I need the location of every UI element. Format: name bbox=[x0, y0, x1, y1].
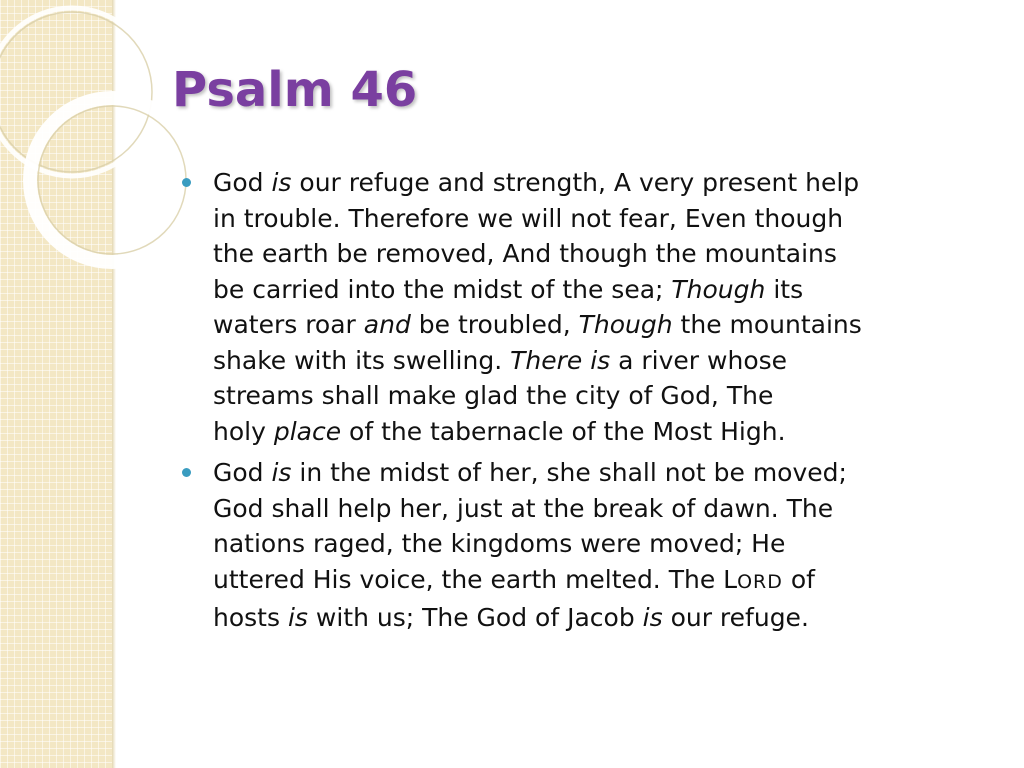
bullet-item bbox=[182, 455, 1002, 636]
italic-text: is bbox=[287, 603, 308, 632]
text-segment: of the tabernacle of the Most High. bbox=[341, 416, 786, 446]
text-segment: ORD bbox=[737, 570, 783, 593]
text-segment: in the midst of her, she shall not be moved; bbox=[291, 458, 847, 487]
text-line bbox=[213, 307, 1002, 343]
text-segment: our refuge and strength, A very present help bbox=[291, 168, 860, 197]
text-segment: streams shall make glad the city of God, The bbox=[213, 381, 774, 410]
text-line bbox=[213, 165, 1002, 201]
text-segment: be carried into the midst of the sea; bbox=[213, 274, 672, 304]
text-segment: the earth be removed, And though the mountains bbox=[213, 239, 837, 268]
text-segment: nations raged, the kingdoms were moved; He bbox=[213, 529, 786, 558]
text-line bbox=[213, 201, 1002, 237]
text-segment: in trouble. Therefore we will not fear, Even though bbox=[213, 203, 844, 233]
decorative-rings bbox=[0, 0, 140, 280]
text-line bbox=[213, 414, 1002, 450]
text-line bbox=[213, 236, 1002, 272]
text-segment: its bbox=[765, 274, 804, 304]
italic-text: place bbox=[273, 416, 342, 446]
text-segment: God bbox=[213, 458, 272, 487]
text-segment: waters roar bbox=[213, 310, 364, 339]
text-line bbox=[213, 272, 1002, 308]
italic-text: Though bbox=[578, 310, 673, 339]
text-line bbox=[213, 491, 1002, 527]
text-segment: with us; The God of Jacob bbox=[307, 603, 643, 632]
text-segment: be troubled, bbox=[410, 310, 579, 339]
text-line bbox=[213, 343, 1002, 379]
italic-text: There is bbox=[510, 345, 611, 375]
text-line bbox=[213, 378, 1002, 414]
slide-title: Psalm 46 bbox=[172, 62, 418, 118]
italic-text: is bbox=[271, 168, 292, 197]
text-line bbox=[213, 562, 1002, 601]
text-segment: God shall help her, just at the break of dawn. The bbox=[213, 493, 834, 523]
text-line bbox=[213, 600, 1002, 636]
text-segment: shake with its swelling. bbox=[213, 345, 511, 375]
text-segment: the mountains bbox=[672, 310, 862, 339]
text-segment: our refuge. bbox=[662, 603, 809, 632]
bullet-dot-icon bbox=[182, 178, 191, 187]
text-segment: holy bbox=[213, 416, 274, 446]
text-segment: uttered His voice, the earth melted. The L bbox=[213, 564, 738, 594]
bullet-dot-icon bbox=[182, 468, 191, 477]
text-segment: God bbox=[213, 168, 272, 197]
italic-text: and bbox=[363, 310, 411, 339]
text-line bbox=[213, 455, 1002, 491]
bullet-list bbox=[182, 165, 1002, 642]
italic-text: is bbox=[271, 458, 292, 487]
text-segment: hosts bbox=[213, 603, 288, 632]
text-segment: a river whose bbox=[610, 345, 788, 375]
text-line bbox=[213, 526, 1002, 562]
bullet-item bbox=[182, 165, 1002, 449]
text-segment: of bbox=[782, 564, 815, 594]
italic-text: Though bbox=[671, 274, 766, 304]
italic-text: is bbox=[642, 603, 663, 632]
